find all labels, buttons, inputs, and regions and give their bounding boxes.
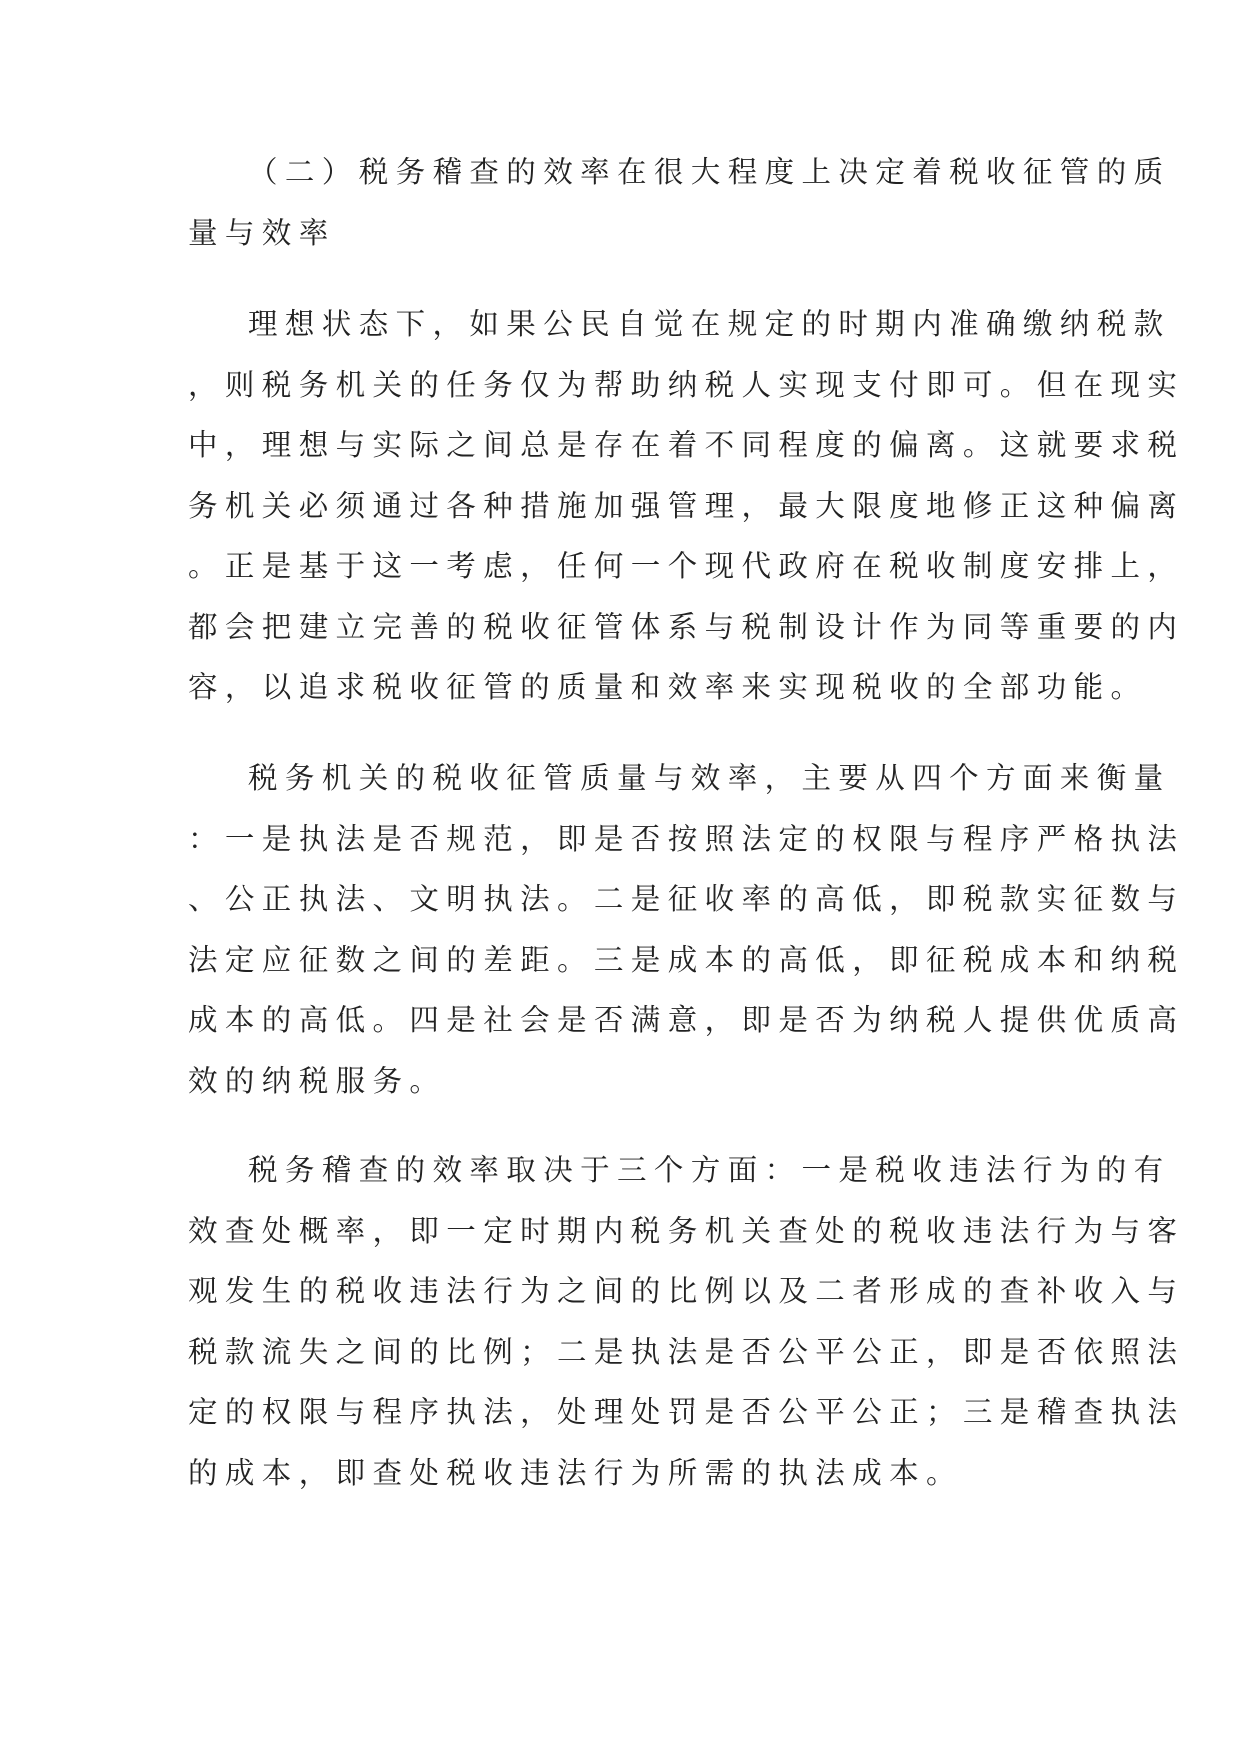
paragraph-line: 法定应征数之间的差距。三是成本的高低，即征税成本和纳税 [188, 942, 1185, 977]
paragraph-line: 效查处概率，即一定时期内税务机关查处的税收违法行为与客 [188, 1213, 1185, 1248]
paragraph-line: ，则税务机关的任务仅为帮助纳税人实现支付即可。但在现实 [188, 367, 1185, 402]
paragraph-line: 观发生的税收违法行为之间的比例以及二者形成的查补收入与 [188, 1274, 1185, 1308]
heading-line: 量与效率 [188, 215, 336, 250]
paragraph-line: 中，理想与实际之间总是存在着不同程度的偏离。这就要求税 [188, 428, 1185, 462]
paragraph-line: 。正是基于这一考虑，任何一个现代政府在税收制度安排上， [188, 549, 1185, 583]
heading-line: （二）税务稽查的效率在很大程度上决定着税收征管的质 [248, 155, 1171, 189]
paragraph-line: 理想状态下，如果公民自觉在规定的时期内准确缴纳税款 [248, 307, 1171, 341]
paragraph-line: 税务稽查的效率取决于三个方面：一是税收违法行为的有 [248, 1153, 1171, 1187]
paragraph-line: 成本的高低。四是社会是否满意，即是否为纳税人提供优质高 [188, 1003, 1185, 1037]
paragraph-line: 都会把建立完善的税收征管体系与税制设计作为同等重要的内 [188, 609, 1185, 644]
paragraph-ideal-state [188, 294, 1185, 718]
paragraph-audit-efficiency [188, 1140, 1185, 1503]
paragraph-line: 容，以追求税收征管的质量和效率来实现税收的全部功能。 [188, 670, 1148, 704]
paragraph-line: 、公正执法、文明执法。二是征收率的高低，即税款实征数与 [188, 882, 1185, 916]
paragraph-line: ：一是执法是否规范，即是否按照法定的权限与程序严格执法 [188, 821, 1185, 856]
paragraph-line: 的成本，即查处税收违法行为所需的执法成本。 [188, 1455, 963, 1490]
paragraph-line: 定的权限与程序执法，处理处罚是否公平公正；三是稽查执法 [188, 1395, 1185, 1429]
paragraph-line: 效的纳税服务。 [188, 1063, 447, 1098]
paragraph-line: 税款流失之间的比例；二是执法是否公平公正，即是否依照法 [188, 1334, 1185, 1369]
paragraph-line: 税务机关的税收征管质量与效率，主要从四个方面来衡量 [248, 761, 1171, 795]
section-heading [188, 142, 1171, 263]
paragraph-line: 务机关必须通过各种措施加强管理，最大限度地修正这种偏离 [188, 488, 1185, 523]
paragraph-quality-measures [188, 748, 1185, 1111]
